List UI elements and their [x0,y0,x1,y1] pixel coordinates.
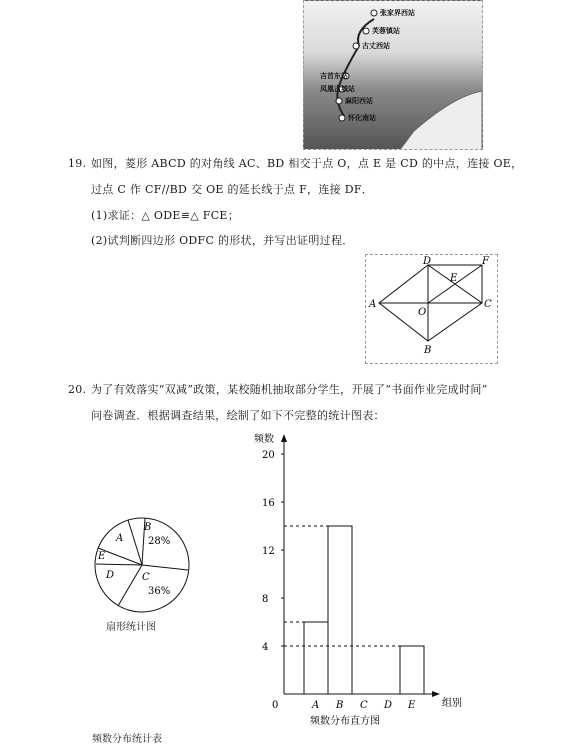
pie-label-e: E [98,551,106,562]
q19-part1: (1)求证：△ ODE≌△ FCE； [91,209,240,222]
q20-line1: 为了有效落实“双减”政策，某校随机抽取部分学生，开展了“书面作业完成时间” [91,383,488,396]
station-dot [363,28,369,34]
q19-line2: 过点 C 作 CF//BD 交 OE 的延长线于点 F，连接 DF． [91,183,374,196]
label-f: F [482,256,489,267]
bar [400,646,424,694]
station-dot [336,98,342,104]
rhombus-figure [366,255,499,365]
label-o: O [418,307,427,318]
y-tick-label: 0 [272,700,279,711]
label-a: A [369,299,377,310]
pie-label-c-pct: 36% [148,586,171,597]
x-axis-label: 组别 [442,698,462,709]
pie-label-a: A [116,533,124,544]
y-axis-arrow [281,434,287,442]
station-dot [353,43,359,49]
pie-label-b: B [144,522,152,533]
geometry-figure-box [365,254,498,364]
table-caption: 频数分布统计表 [92,734,162,745]
x-axis-arrow [432,691,440,697]
q20-number: 20. [68,383,87,396]
station-label: 怀化南站 [348,114,376,122]
y-tick-label: 20 [262,450,275,461]
y-tick-label: 12 [262,546,275,557]
railway-photo [303,0,483,150]
station-label: 麻阳西站 [345,97,373,105]
histogram-chart [244,428,484,728]
station-label: 吉首东站 [320,72,348,80]
station-label: 凤凰古城站 [320,85,355,93]
y-tick-label: 8 [262,594,269,605]
x-tick-label: A [312,700,320,711]
station-label: 张家界西站 [380,9,415,17]
y-tick-label: 4 [262,642,269,653]
pie-chart [90,510,200,620]
label-d: D [423,256,432,267]
histogram-title: 频数分布直方图 [310,716,380,727]
y-axis-label: 频数 [254,434,274,445]
x-tick-label: E [408,700,416,711]
station-label: 古丈西站 [362,42,390,50]
pie-label-c: C [142,572,150,583]
label-b: B [424,345,432,356]
station-dot [339,115,345,121]
x-tick-label: B [336,700,344,711]
y-tick-label: 16 [262,498,275,509]
label-e: E [450,273,458,284]
x-tick-label: C [360,700,368,711]
pie-caption: 扇形统计图 [106,622,156,633]
x-tick-label: D [384,700,393,711]
q20-line2: 问卷调查．根据调查结果，绘制了如下不完整的统计图表： [91,409,385,422]
q19-part2: (2)试判断四边形 ODFC 的形状，并写出证明过程． [91,234,354,247]
bar [304,622,328,694]
q19-line1: 如图，菱形 ABCD 的对角线 AC、BD 相交于点 O，点 E 是 CD 的中点，连接 OE， [91,157,523,170]
label-c: C [484,299,492,310]
station-dot [371,10,377,16]
pie-label-b-pct: 28% [148,536,171,547]
q19-number: 19. [68,157,87,170]
pie-label-d: D [106,570,115,581]
station-label: 芙蓉镇站 [372,27,400,35]
bar [328,526,352,694]
